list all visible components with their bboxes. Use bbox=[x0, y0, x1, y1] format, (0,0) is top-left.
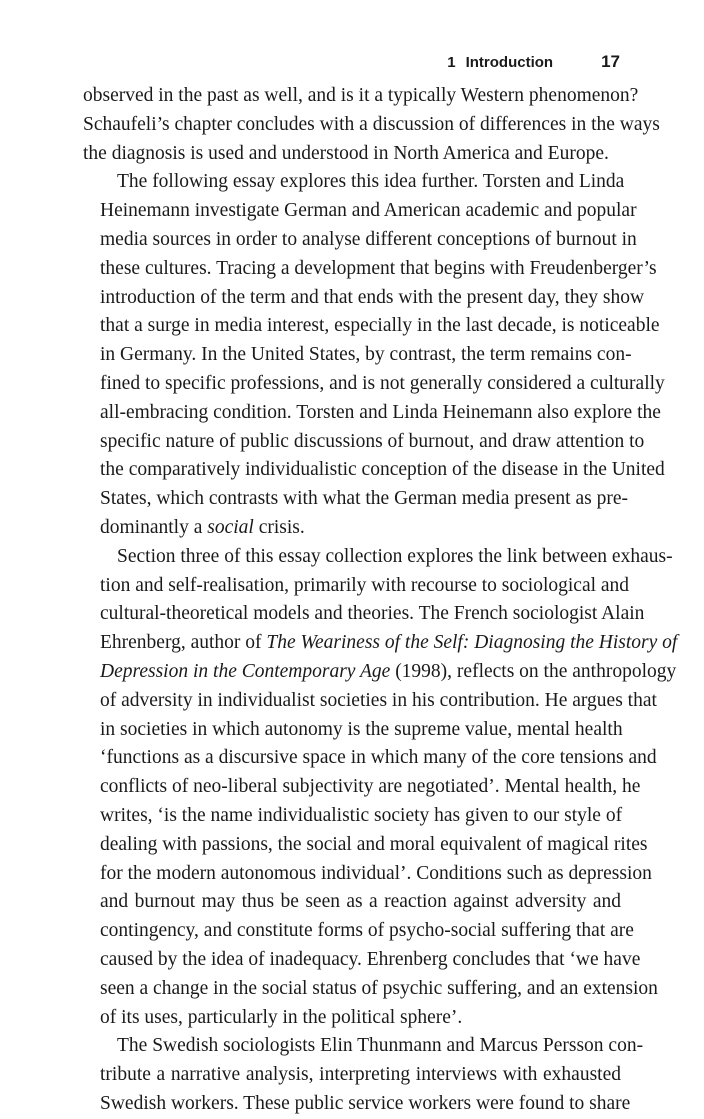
text-line: dealing with passions, the social and moral equivalent of magical rites bbox=[100, 833, 648, 855]
text-line: fined to specific professions, and is not generally considered a culturally bbox=[100, 372, 665, 394]
book-title: The Weariness of the Self: Diagnosing the History of bbox=[266, 632, 678, 654]
body-text bbox=[83, 82, 678, 1119]
text-run: crisis. bbox=[253, 516, 305, 538]
paragraph-2 bbox=[83, 168, 665, 542]
text-line: cultural-theoretical models and theories. The French sociologist Alain bbox=[100, 603, 645, 625]
text-line: writes, ‘is the name individualistic society has given to our style of bbox=[100, 804, 623, 826]
paragraph-3 bbox=[83, 543, 678, 1033]
text-line: Section three of this essay collection explores the link between exhaus- bbox=[117, 545, 673, 567]
text-line: of adversity in individualist societies in his contribution. He argues that bbox=[100, 689, 657, 711]
text-line: the diagnosis is used and understood in North America and Europe. bbox=[83, 142, 609, 164]
text-line: the comparatively individualistic conception of the disease in the United bbox=[100, 459, 665, 481]
page-number: 17 bbox=[601, 52, 620, 71]
text-line: Schaufeli’s chapter concludes with a discussion of differences in the ways bbox=[83, 113, 660, 135]
text-line: observed in the past as well, and is it a typically Western phenomenon? bbox=[83, 85, 639, 106]
text-run: dominantly a bbox=[100, 516, 208, 538]
text-line bbox=[83, 514, 621, 543]
text-line bbox=[83, 658, 677, 687]
text-line: Heinemann investigate German and American academic and popular bbox=[100, 200, 637, 222]
text-line: in societies in which autonomy is the supreme value, mental health bbox=[100, 718, 623, 740]
text-line: for the modern autonomous individual’. Conditions such as depression bbox=[100, 862, 652, 884]
text-line: States, which contrasts with what the German media present as pre- bbox=[100, 488, 628, 510]
paragraph-4 bbox=[83, 1032, 644, 1118]
text-line: tion and self-realisation, primarily with recourse to sociological and bbox=[100, 574, 630, 596]
text-run: Ehrenberg, author of bbox=[100, 632, 267, 654]
emphasis-social: social bbox=[207, 516, 254, 538]
text-line: all-embracing condition. Torsten and Linda Heinemann also explore the bbox=[100, 401, 661, 423]
text-line: conflicts of neo-liberal subjectivity are negotiated’. Mental health, he bbox=[100, 776, 641, 798]
chapter-title: Introduction bbox=[465, 54, 554, 71]
text-line: tribute a narrative analysis, interpreting interviews with exhausted bbox=[100, 1064, 621, 1086]
text-line: caused by the idea of inadequacy. Ehrenberg concludes that ‘we have bbox=[100, 948, 641, 970]
text-line: The Swedish sociologists Elin Thunmann and Marcus Persson con- bbox=[117, 1035, 644, 1057]
text-line: that a surge in media interest, especially in the last decade, is noticeable bbox=[100, 315, 660, 337]
running-head bbox=[447, 52, 620, 72]
paragraph-1 bbox=[83, 82, 660, 168]
text-line bbox=[83, 629, 678, 658]
text-line: Swedish workers. These public service workers were found to share bbox=[100, 1092, 631, 1114]
book-title: Depression in the Contemporary Age bbox=[100, 660, 391, 682]
text-line: ‘functions as a discursive space in which many of the core tensions and bbox=[100, 747, 657, 769]
text-line: in Germany. In the United States, by contrast, the term remains con- bbox=[100, 344, 632, 366]
text-line: introduction of the term and that ends with the present day, they show bbox=[100, 286, 645, 308]
text-line: and burnout may thus be seen as a reaction against adversity and bbox=[100, 891, 621, 913]
text-line: contingency, and constitute forms of psycho-social suffering that are bbox=[100, 920, 634, 942]
text-line: media sources in order to analyse different conceptions of burnout in bbox=[100, 228, 637, 250]
text-line: these cultures. Tracing a development that begins with Freudenberger’s bbox=[100, 257, 657, 279]
text-run: (1998), reflects on the anthropology bbox=[390, 660, 677, 682]
text-line: of its uses, particularly in the political sphere’. bbox=[100, 1006, 463, 1028]
chapter-number: 1 bbox=[447, 54, 456, 71]
text-line: The following essay explores this idea further. Torsten and Linda bbox=[117, 171, 625, 193]
text-line: specific nature of public discussions of burnout, and draw attention to bbox=[100, 430, 645, 452]
text-line: seen a change in the social status of psychic suffering, and an extension bbox=[100, 977, 658, 999]
